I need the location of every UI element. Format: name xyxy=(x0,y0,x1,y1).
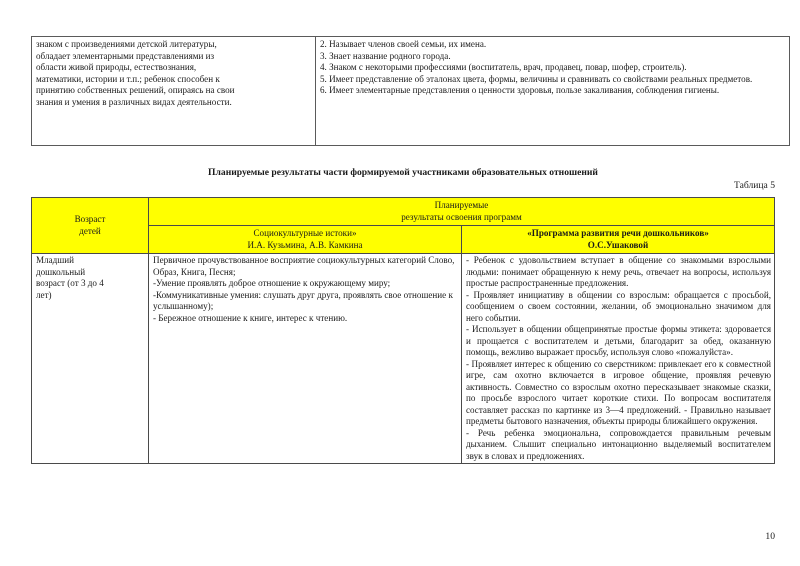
list-item: 2. Называет членов своей семьи, их имена. xyxy=(320,39,487,49)
cell-age-group xyxy=(32,254,149,464)
list-item: - Ребенок с удовольствием вступает в общение со знакомыми взрослыми людьми: понимает обращенную к нему речь, отвечает на вопросы, используя простые распространенные предложения. xyxy=(466,255,771,288)
page-number: 10 xyxy=(765,531,775,542)
istoki-results-text xyxy=(153,255,458,324)
program1-header-line2: И.А. Кузьмина, А.В. Камкина xyxy=(247,239,363,250)
planned-header-line2: результаты освоения программ xyxy=(401,211,522,222)
text-line: лет) xyxy=(36,289,52,300)
list-item: - Проявляет инициативу в общении со взрослым: обращается с просьбой, сообщением о своем состоянии, желании, об эмоционально значимом для него событии. xyxy=(466,289,771,323)
cell-program-ushakova-results xyxy=(462,254,775,464)
text-line: математики, истории и т.п.; ребенок способен к xyxy=(36,73,220,84)
list-item: 6. Имеет элементарные представления о ценности здоровья, пользе закаливания, соблюдения гигиены. xyxy=(320,85,720,96)
list-item: - Использует в общении общепринятые простые формы этикета: здоровается и прощается с воспитателем и детьми, благодарит за обед, оказанную помощь, вежливо выражает просьбу, используя слово «пожалуйста». xyxy=(466,324,771,357)
age-header-line2: детей xyxy=(79,225,101,236)
list-item: -Умение проявлять доброе отношение к окружающему миру; xyxy=(153,278,391,288)
list-item: 3. Знает название родного города. xyxy=(320,50,451,61)
column-header-program-ushakova xyxy=(462,226,775,254)
continuation-right-text xyxy=(320,39,786,97)
column-header-planned-results xyxy=(149,198,775,226)
program2-header-line1: «Программа развития речи дошкольников» xyxy=(527,228,709,238)
age-header-line1: Возраст xyxy=(74,214,106,224)
program2-header-line2: О.С.Ушаковой xyxy=(587,239,649,250)
text-line: принятию собственных решений, опираясь на свои xyxy=(36,85,235,96)
section-heading: Планируемые результаты части формируемой участниками образовательных отношений xyxy=(208,167,598,178)
program1-header-line1: Социокультурные истоки» xyxy=(253,228,357,238)
column-header-age xyxy=(32,198,149,254)
text-line: знаком с произведениями детской литературы, xyxy=(36,39,217,49)
planned-header-line1: Планируемые xyxy=(434,200,489,210)
table-header-row xyxy=(32,198,775,226)
list-item: 4. Знаком с некоторыми профессиями (воспитатель, врач, продавец, повар, шофер, строитель). xyxy=(320,62,687,73)
table-row xyxy=(32,254,775,464)
age-group-text xyxy=(36,255,145,301)
list-item: - Бережное отношение к книге, интерес к чтению. xyxy=(153,312,348,323)
planned-results-table xyxy=(31,197,775,464)
continuation-table xyxy=(31,36,790,146)
table-caption: Таблица 5 xyxy=(733,180,775,191)
table-row xyxy=(32,37,790,146)
list-item: 5. Имеет представление об эталонах цвета, формы, величины и сравнивать со свойствами реальных предметов. xyxy=(320,73,753,84)
text-line: области живой природы, естествознания, xyxy=(36,62,197,73)
text-line: обладает элементарными представлениями из xyxy=(36,50,215,61)
list-item: -Коммуникативные умения: слушать друг друга, проявлять свое отношение к услышанному); xyxy=(153,289,453,311)
list-item: Первичное прочувствованное восприятие социокультурных категорий Слово, Образ, Книга, Песня; xyxy=(153,255,455,277)
cell-program-istoki-results xyxy=(149,254,462,464)
list-item: - Речь ребенка эмоциональна, сопровождается правильным речевым дыханием. Слышит специально интонационно выделяемый воспитателем звук в словах и предложениях. xyxy=(466,427,771,461)
column-header-program-istoki xyxy=(149,226,462,254)
ushakova-results-text xyxy=(466,255,771,462)
continuation-left-cell xyxy=(32,37,316,146)
text-line: возраст (от 3 до 4 xyxy=(36,278,104,288)
list-item: - Проявляет интерес к общению со сверстником: привлекает его к совместной игре, сам охотно включается в игровое общение, проявляя речевую активность. Совместно со взрослым охотно пересказывает знакомые сказки, по просьбе взрослого читает короткие стихи. По вопросам воспитателя составляет рассказ по картинке из 3—4 предложений. - Правильно называет предметы бытового назначения, объекты природы ближайшего окружения. xyxy=(466,358,771,426)
text-line: дошкольный xyxy=(36,266,86,277)
continuation-left-text xyxy=(36,39,312,109)
continuation-right-cell xyxy=(316,37,790,146)
text-line: знания и умения в различных видах деятельности. xyxy=(36,96,232,107)
text-line: Младший xyxy=(36,255,75,265)
